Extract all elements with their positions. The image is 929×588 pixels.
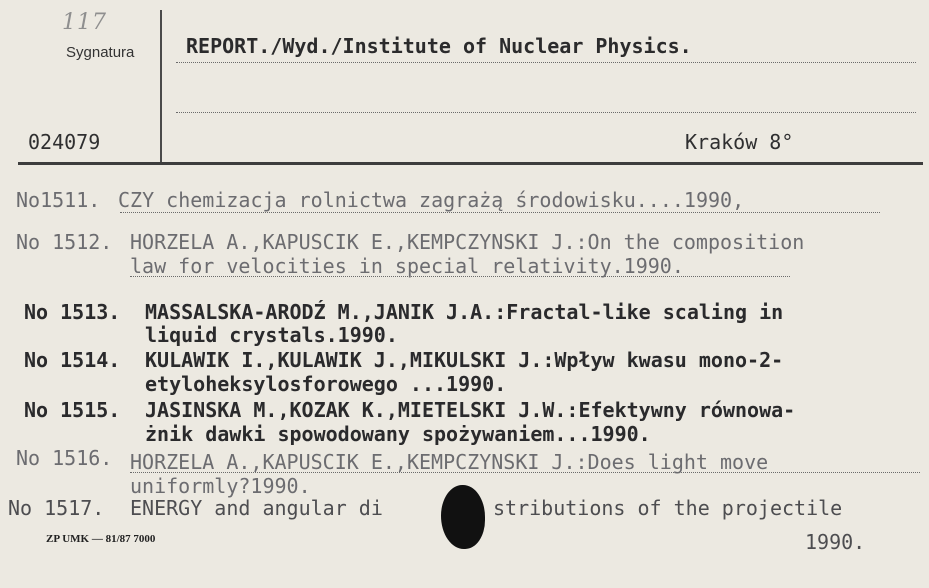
entry-text: law for velocities in special relativity.1990. — [130, 254, 684, 278]
dotted-rule — [130, 472, 920, 473]
entry-text: liquid crystals.1990. — [145, 323, 398, 347]
call-number: 024079 — [28, 130, 101, 154]
header-divider — [18, 162, 923, 165]
entry-text: MASSALSKA-ARODŹ M.,JANIK J.A.:Fractal-like scaling in — [145, 300, 784, 324]
entry-text: żnik dawki spowodowany spożywaniem...1990. — [145, 422, 651, 446]
entry-number: No 1514. — [24, 348, 121, 372]
entry-number: No 1517. — [8, 496, 105, 520]
entry-number: No 1515. — [24, 398, 121, 422]
entry-number: No1511. — [16, 188, 101, 212]
entry-text: CZY chemizacja rolnictwa zagrażą środowisku....1990, — [118, 188, 745, 212]
place-format: Kraków 8° — [685, 130, 794, 154]
entry-text: JASINSKA M.,KOZAK K.,MIETELSKI J.W.:Efektywny równowa- — [145, 398, 796, 422]
handwritten-number: 117 — [62, 10, 107, 35]
entry-text: 1990. — [805, 530, 866, 554]
entry-text: ENERGY and angular di — [130, 496, 383, 520]
entry-text: HORZELA A.,KAPUSCIK E.,KEMPCZYNSKI J.:On the composition — [130, 230, 805, 254]
dotted-rule — [176, 62, 916, 63]
report-heading: REPORT./Wyd./Institute of Nuclear Physics. — [186, 34, 692, 58]
entry-text: HORZELA A.,KAPUSCIK E.,KEMPCZYNSKI J.:Does light move — [130, 450, 769, 474]
entry-text: uniformly?1990. — [130, 474, 311, 498]
dotted-rule — [130, 276, 790, 277]
entry-number: No 1512. — [16, 230, 113, 254]
ink-blot — [441, 485, 485, 549]
signature-label: Sygnatura — [66, 44, 135, 61]
entry-number: No 1513. — [24, 300, 121, 324]
print-code: ZP UMK — 81/87 7000 — [46, 533, 156, 545]
vertical-divider — [160, 10, 162, 164]
dotted-rule — [176, 112, 916, 113]
entry-number: No 1516. — [16, 446, 113, 470]
entry-text: etyloheksylosforowego ...1990. — [145, 372, 507, 396]
dotted-rule — [120, 212, 880, 213]
entry-text: stributions of the projectile — [493, 496, 843, 520]
entry-text: KULAWIK I.,KULAWIK J.,MIKULSKI J.:Wpływ kwasu mono-2- — [145, 348, 784, 372]
